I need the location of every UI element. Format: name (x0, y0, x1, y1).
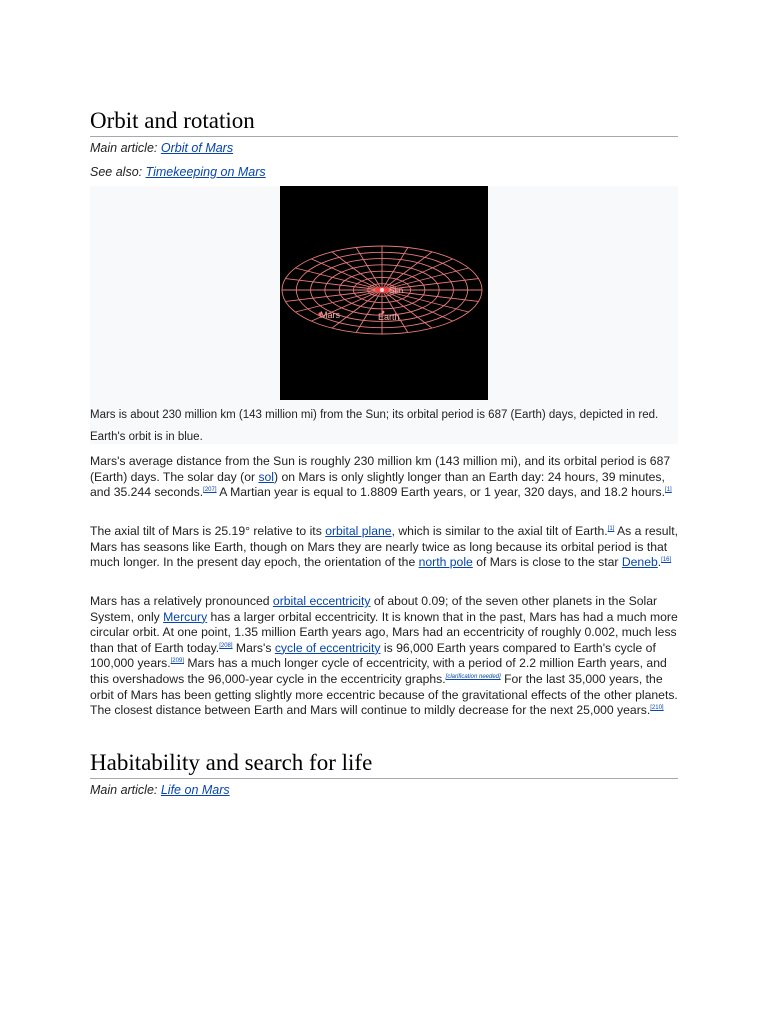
orbit-of-mars-link[interactable]: Orbit of Mars (160, 141, 234, 155)
main-article-prefix: Main article: (90, 783, 161, 797)
north-pole-link[interactable]: north pole (418, 555, 473, 570)
citation-link[interactable]: [1] (607, 526, 615, 532)
figure-caption: Mars is about 230 million km (143 million mi) from the Sun; its orbital period is 687 (Earth) days, depicted in red. Earth's orbit is in blue. (90, 409, 659, 443)
deneb-link[interactable]: Deneb (621, 555, 658, 570)
paragraph-orbital-period (90, 454, 680, 501)
section-heading-orbit: Orbit and rotation (90, 108, 678, 137)
text-run: Mars has a much longer cycle of eccentricity, with a period of 2.2 million Earth years, and this overshadows the 96,000-year cycle in the eccentricity graphs. (90, 656, 667, 686)
citation-link[interactable]: [208] (219, 642, 233, 649)
citation-link[interactable]: [210] (650, 705, 664, 712)
main-article-hatnote (90, 140, 233, 156)
mars-label: Mars (320, 310, 340, 320)
orbit-figure (90, 186, 678, 444)
sol-link[interactable]: sol (258, 469, 275, 484)
citation-ref[interactable] (665, 487, 672, 493)
life-on-mars-link[interactable]: Life on Mars (160, 783, 230, 797)
citation-ref[interactable] (661, 557, 671, 563)
citation-link[interactable]: [1] (665, 487, 672, 494)
text-run: Mars's (232, 640, 275, 655)
paragraph-axial-tilt (90, 524, 680, 571)
citation-ref[interactable] (171, 658, 184, 664)
citation-link[interactable]: [207] (203, 487, 217, 494)
citation-ref[interactable] (203, 487, 216, 493)
citation-ref[interactable] (219, 643, 232, 649)
citation-link[interactable]: [209] (170, 658, 184, 665)
text-run: As a result, Mars has seasons like Earth, though on Mars they are nearly twice as long because its orbital period is that much longer. In the present day epoch, the orientation of the (90, 524, 679, 570)
text-run: is 96,000 Earth years compared to Earth's cycle of 100,000 years. (90, 640, 656, 671)
see-also-hatnote (90, 164, 266, 180)
orbital-plane-link[interactable]: orbital plane (325, 524, 392, 538)
grid-spoke (356, 247, 382, 290)
text-run: Mars has a relatively pronounced (90, 594, 273, 608)
main-article-hatnote (90, 782, 230, 798)
orbit-grid-graphic (280, 186, 488, 400)
sun-label: Sun (389, 286, 404, 295)
clarification-link[interactable]: [clarification needed] (445, 673, 501, 680)
see-also-prefix: See also: (90, 165, 146, 179)
clarification-needed-tag[interactable] (446, 674, 501, 680)
text-run: , which is similar to the axial tilt of Earth. (391, 524, 608, 538)
orbital-eccentricity-link[interactable]: orbital eccentricity (272, 594, 371, 608)
paragraph-eccentricity (90, 594, 680, 719)
citation-ref[interactable] (650, 705, 663, 711)
timekeeping-on-mars-link[interactable]: Timekeeping on Mars (145, 165, 266, 179)
main-article-prefix: Main article: (90, 141, 161, 155)
text-run: has a larger orbital eccentricity. It is known that in the past, Mars has had a much more circular orbit. At one point, 1.35 million Earth years ago, Mars had an eccentricity of roughly 0.002, much less than that of Earth today. (90, 609, 678, 655)
text-run: of Mars is close to the star (472, 555, 622, 570)
cycle-of-eccentricity-link[interactable]: cycle of eccentricity (274, 640, 381, 655)
orbit-animation-image[interactable] (280, 186, 488, 400)
section-heading-habitability: Habitability and search for life (90, 750, 678, 779)
text-run: For the last 35,000 years, the orbit of Mars has been getting slightly more eccentric because of the gravitational effects of the other planets. The closest distance between Earth and Mars will continue to mildly decrease for the next 25,000 years. (90, 671, 678, 718)
grid-spoke (285, 279, 382, 290)
text-run: ) on Mars is only slightly longer than an Earth day: 24 hours, 39 minutes, and 35.244 seconds. (90, 469, 665, 500)
sun-core (380, 288, 384, 292)
earth-label: Earth (378, 312, 400, 322)
text-run: The axial tilt of Mars is 25.19° relative to its (90, 524, 326, 538)
grid-spoke (382, 247, 408, 290)
mercury-link[interactable]: Mercury (163, 609, 208, 624)
text-run: A Martian year is equal to 1.8809 Earth years, or 1 year, 320 days, and 18.2 hours. (216, 485, 666, 500)
citation-link[interactable]: [16] (661, 557, 672, 564)
text-run: Mars's average distance from the Sun is roughly 230 million km (143 million mi), and its orbital period is 687 (Earth) days. The solar day (or (90, 454, 671, 484)
text-run: of about 0.09; of the seven other planets in the Solar System, only (90, 594, 658, 624)
grid-spoke (285, 290, 382, 301)
text-run: . (657, 555, 662, 570)
